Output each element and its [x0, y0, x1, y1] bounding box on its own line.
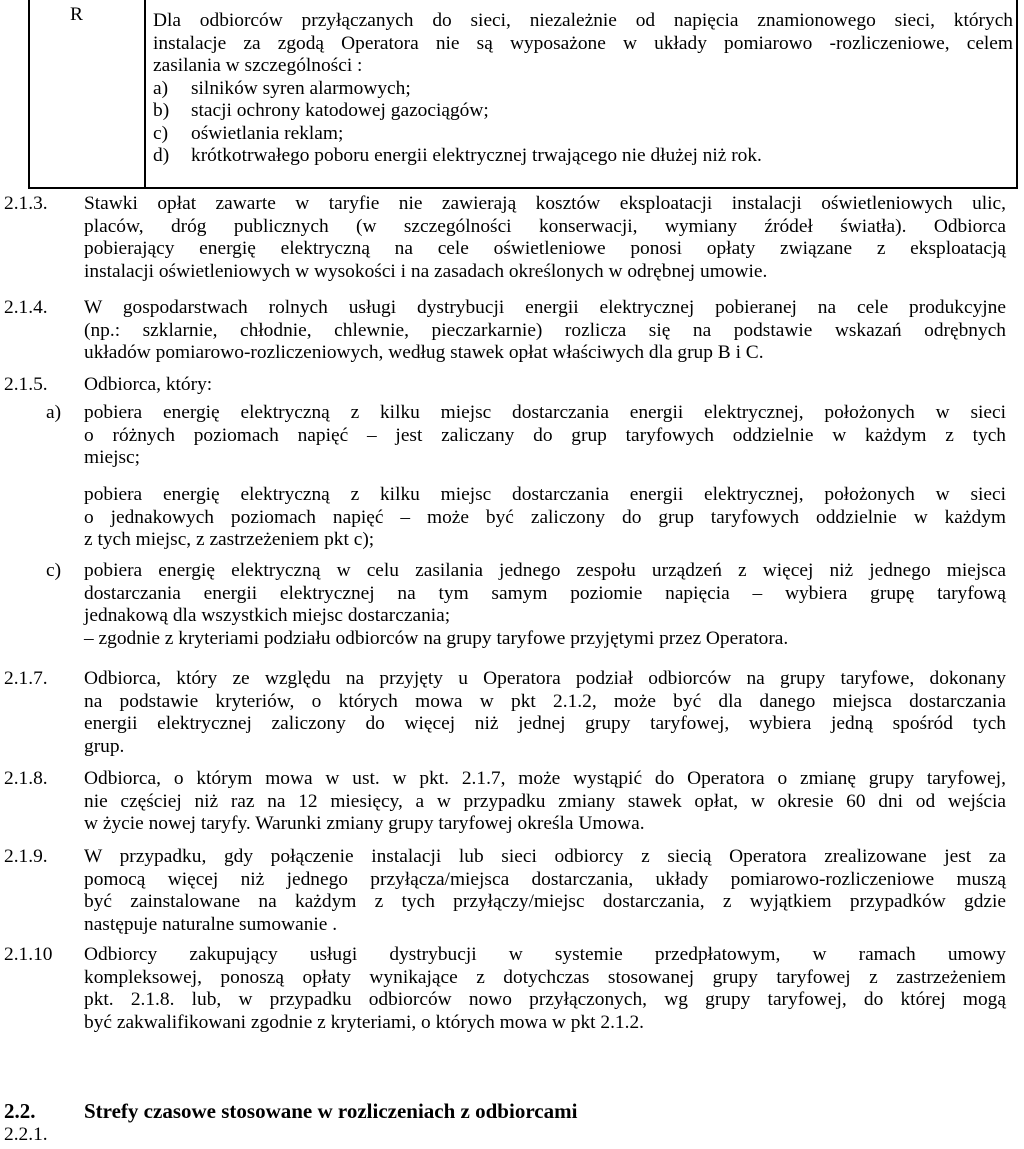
paragraph-line: W gospodarstwach rolnych usługi dystrybucji energii elektrycznej pobieranej na cele produkcyjne — [84, 297, 1006, 318]
paragraph-2-1-5-intro: Odbiorca, który: — [84, 374, 213, 395]
paragraph-number: 2.1.3. — [4, 193, 48, 214]
paragraph-line: pobiera energię elektryczną z kilku miejsc dostarczania energii elektrycznej, położonych w sieci — [84, 402, 1006, 423]
table-column-divider — [144, 0, 146, 189]
list-item — [153, 100, 1013, 123]
item-a-text — [84, 402, 1006, 470]
item-c-label: c) — [46, 560, 62, 581]
section-title: Strefy czasowe stosowane w rozliczeniach z odbiorcami — [84, 1099, 578, 1123]
item-c-text — [84, 560, 1006, 650]
paragraph-line: pomocą więcej niż jednego przyłącza/miejsca dostarczania, układy pomiarowo-rozliczeniowe muszą — [84, 868, 1006, 890]
paragraph-line: miejsc; — [84, 447, 141, 468]
paragraph-2-1-4 — [84, 297, 1006, 365]
paragraph-line: być zakwalifikowani zgodnie z kryteriami, o których mowa w pkt 2.1.2. — [84, 1011, 645, 1033]
paragraph-number: 2.1.8. — [4, 768, 48, 789]
paragraph-line: być zainstalowane na każdym z tych przyłączy/miejsc dostarczania, z wyjątkiem przypadków gdzie — [84, 891, 1006, 912]
list-item — [153, 123, 1013, 146]
paragraph-line: Odbiorca, o którym mowa w ust. w pkt. 2.1.7, może wystąpić do Operatora o zmianę grupy taryfowej, — [84, 768, 1006, 789]
paragraph-line: energii elektrycznej zaliczony do więcej niż jednej grupy taryfowej, wybiera jedną spośród tych — [84, 713, 1006, 734]
paragraph-line: nie częściej niż raz na 12 miesięcy, a w przypadku zmiany stawek opłat, w okresie 60 dni od wejścia — [84, 790, 1006, 812]
list-item-label: a) — [153, 77, 169, 99]
list-item-label: b) — [153, 100, 170, 121]
paragraph-line: grup. — [84, 735, 125, 757]
paragraph-line: W przypadku, gdy połączenie instalacji lub sieci odbiorcy z siecią Operatora zrealizowane jest za — [84, 846, 1006, 867]
paragraph-line: następuje naturalne sumowanie . — [84, 913, 338, 935]
section-number: 2.2. — [4, 1099, 36, 1123]
item-b-text — [84, 484, 1006, 552]
paragraph-line: o różnych poziomach napięć – jest zaliczany do grup taryfowych oddzielnie w każdym z tych — [84, 424, 1006, 446]
table-line: instalacje za zgodą Operatora nie są wyposażone w układy pomiarowo -rozliczeniowe, celem — [153, 32, 1013, 54]
paragraph-line: (np.: szklarnie, chłodnie, chlewnie, pieczarkarnie) rozlicza się na podstawie wskazań odrębnych — [84, 319, 1006, 341]
table-line: Dla odbiorców przyłączanych do sieci, niezależnie od napięcia znamionowego sieci, których — [153, 10, 1013, 31]
paragraph-line: dostarczania energii elektrycznej na tym samym poziomie napięcia – wybiera grupę taryfową — [84, 582, 1006, 604]
paragraph-line: placów, dróg publicznych (w szczególności konserwacji, wymiany źródeł światła). Odbiorca — [84, 215, 1006, 237]
list-item-label: d) — [153, 145, 170, 166]
paragraph-line: układów pomiarowo-rozliczeniowych, według stawek opłat właściwych dla grup B i C. — [84, 342, 764, 363]
paragraph-number: 2.1.7. — [4, 668, 48, 689]
paragraph-2-1-10 — [84, 944, 1006, 1034]
list-item-text: stacji ochrony katodowej gazociągów; — [191, 100, 489, 121]
paragraph-line: na podstawie kryteriów, o których mowa w pkt 2.1.2, może być dla danego miejsca dostarczania — [84, 690, 1006, 712]
table-line: zasilania w szczególności : — [153, 55, 363, 76]
paragraph-2-1-8 — [84, 768, 1006, 836]
paragraph-2-1-9 — [84, 846, 1006, 936]
paragraph-line: z tych miejsc, z zastrzeżeniem pkt c); — [84, 529, 375, 550]
paragraph-line: o jednakowych poziomach napięć – może być zaliczony do grup taryfowych oddzielnie w każdym — [84, 506, 1006, 528]
list-item — [153, 145, 1013, 168]
paragraph-line: w życie nowej taryfy. Warunki zmiany grupy taryfowej określa Umowa. — [84, 813, 645, 834]
list-item-text: oświetlania reklam; — [191, 122, 344, 144]
paragraph-line: kompleksowej, ponoszą opłaty wynikające z dotychczas stosowanej grupy taryfowej z zastrzeżeniem — [84, 966, 1006, 988]
table-marker-cell: R — [70, 4, 83, 25]
list-item-label: c) — [153, 122, 169, 144]
paragraph-line: – zgodnie z kryteriami podziału odbiorców na grupy taryfowe przyjętymi przez Operatora. — [84, 627, 789, 649]
paragraph-number: 2.1.10 — [4, 944, 53, 965]
paragraph-line: pkt. 2.1.8. lub, w przypadku odbiorców nowo przyłączonych, wg grupy taryfowej, do której mogą — [84, 989, 1006, 1010]
list-item-text: silników syren alarmowych; — [191, 77, 411, 99]
list-item-text: krótkotrwałego poboru energii elektrycznej trwającego nie dłużej niż rok. — [191, 145, 762, 166]
paragraph-number: 2.1.9. — [4, 846, 48, 867]
paragraph-number: 2.1.4. — [4, 297, 48, 318]
paragraph-line: Odbiorcy zakupujący usługi dystrybucji w systemie przedpłatowym, w ramach umowy — [84, 944, 1006, 965]
list-item — [153, 78, 1013, 101]
paragraph-line: jednakową dla wszystkich miejsc dostarczania; — [84, 605, 451, 626]
paragraph-line: instalacji oświetleniowych w wysokości i na zasadach określonych w odrębnej umowie. — [84, 260, 768, 282]
table-text-cell — [153, 10, 1013, 168]
subsection-number: 2.2.1. — [4, 1124, 48, 1145]
item-a-label: a) — [46, 402, 62, 423]
paragraph-line: Odbiorca, który ze względu na przyjęty u Operatora podział odbiorców na grupy taryfowe, dokonany — [84, 668, 1006, 689]
paragraph-line: pobiera energię elektryczną z kilku miejsc dostarczania energii elektrycznej, położonych w sieci — [84, 484, 1006, 505]
paragraph-line: pobiera energię elektryczną w celu zasilania jednego zespołu urządzeń z więcej niż jednego miejsca — [84, 560, 1006, 581]
paragraph-2-1-7 — [84, 668, 1006, 758]
paragraph-line: pobierający energię elektryczną na cele oświetleniowe ponosi opłaty związane z eksploatacją — [84, 238, 1006, 259]
paragraph-number: 2.1.5. — [4, 374, 48, 395]
paragraph-2-1-3 — [84, 193, 1006, 283]
paragraph-line: Stawki opłat zawarte w taryfie nie zawierają kosztów eksploatacji instalacji oświetleniowych ulic, — [84, 193, 1006, 214]
